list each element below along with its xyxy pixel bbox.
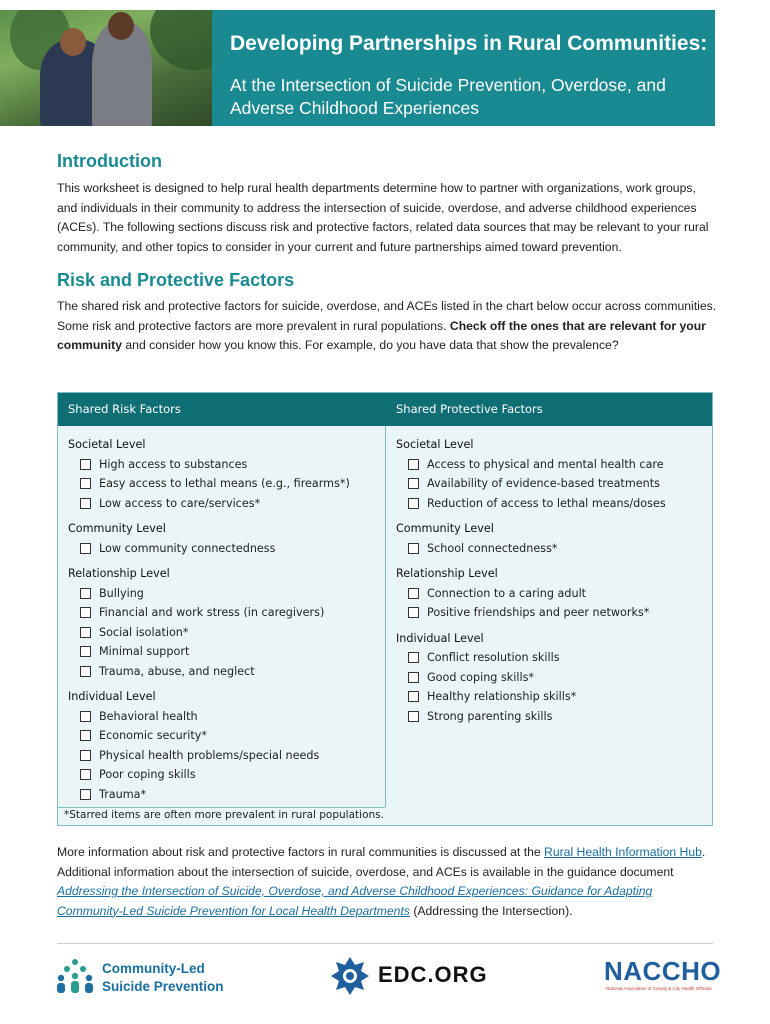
factors-table	[57, 392, 713, 826]
checkbox[interactable]	[408, 672, 419, 683]
edc-logo-text: EDC.ORG	[378, 962, 488, 987]
checkbox[interactable]	[80, 769, 91, 780]
edc-logo-icon	[330, 956, 370, 996]
protective-community-label: Community Level	[396, 522, 494, 535]
risk-text: The shared risk and protective factors for suicide, overdose, and ACEs listed in the chart below occur across communities. Some risk and protective factors are more prevalent in rural populations. Check off the ones that are relevant for your community and consider how you know this. For example, do you have data that show the prevalence?	[57, 299, 717, 352]
checklist-item[interactable]: Healthy relationship skills*	[396, 687, 666, 707]
table-header	[58, 393, 712, 426]
checkbox[interactable]	[408, 711, 419, 722]
checkbox[interactable]	[80, 543, 91, 554]
checklist-item[interactable]: Low access to care/services*	[68, 494, 350, 514]
header-photo	[0, 10, 212, 126]
checkbox[interactable]	[408, 459, 419, 470]
checkbox[interactable]	[408, 652, 419, 663]
protective-individual-label: Individual Level	[396, 631, 484, 645]
protective-relationship-label: Relationship Level	[396, 567, 498, 580]
checkbox[interactable]	[80, 750, 91, 761]
checklist-item[interactable]: Good coping skills*	[396, 668, 666, 688]
checklist-item[interactable]: School connectedness*	[396, 539, 666, 559]
checkbox[interactable]	[408, 543, 419, 554]
checklist-item[interactable]: Connection to a caring adult	[396, 584, 666, 604]
checklist-item[interactable]: Economic security*	[68, 726, 350, 746]
footer-divider	[57, 943, 713, 944]
checkbox[interactable]	[80, 789, 91, 800]
checklist-item[interactable]: Easy access to lethal means (e.g., firearms*)	[68, 474, 350, 494]
checklist-item[interactable]: Poor coping skills	[68, 765, 350, 785]
checkbox[interactable]	[80, 607, 91, 618]
checkbox[interactable]	[408, 607, 419, 618]
risk-individual-label: Individual Level	[68, 690, 156, 703]
naccho-logo: NACCHO	[604, 956, 722, 986]
checklist-item[interactable]: Bullying	[68, 584, 350, 604]
intro-text: This worksheet is designed to help rural health departments determine how to partner with organizations, work groups, and individuals in their community to address the intersection of suicide, overdose, and adverse childhood experiences (ACEs). The following sections discuss risk and protective factors, related data sources that may be relevant to your rural community, and other topics to consider in your current and future partnerships aimed toward prevention.	[57, 181, 709, 254]
checklist-item[interactable]: Trauma*	[68, 785, 350, 805]
checklist-item[interactable]: Reduction of access to lethal means/doses	[396, 494, 666, 514]
checkbox[interactable]	[408, 498, 419, 509]
risk-community-label: Community Level	[68, 522, 166, 535]
protective-column-header: Shared Protective Factors	[396, 402, 543, 416]
table-footnote: *Starred items are often more prevalent in rural populations.	[64, 809, 384, 821]
checklist-item[interactable]: Availability of evidence-based treatments	[396, 474, 666, 494]
checklist-item[interactable]: Strong parenting skills	[396, 707, 666, 727]
checklist-item[interactable]: Minimal support	[68, 642, 350, 662]
page-subtitle: At the Intersection of Suicide Prevention, Overdose, and Adverse Childhood Experiences	[230, 75, 666, 118]
risk-heading: Risk and Protective Factors	[57, 270, 295, 290]
checklist-item[interactable]: Positive friendships and peer networks*	[396, 603, 666, 623]
checkbox[interactable]	[408, 588, 419, 599]
community-led-logo-text: Community-Led Suicide Prevention	[102, 961, 224, 994]
checklist-item[interactable]: High access to substances	[68, 455, 350, 475]
naccho-tagline: National Association of County & City Health Officials	[606, 986, 712, 991]
risk-column	[68, 435, 350, 804]
checkbox[interactable]	[408, 691, 419, 702]
checklist-item[interactable]: Physical health problems/special needs	[68, 746, 350, 766]
more-info-text: More information about risk and protective factors in rural communities is discussed at the Rural Health Information Hub. Additional information about the intersection of suicide, overdose, and ACEs is available in the guidance document Addressing the Intersection of Suicide, Overdose, and Adverse Childhood Experiences: Guidance for Adapting Community-Led Suicide Prevention for Local Health Departments (Addressing the Intersection).	[57, 845, 706, 918]
risk-societal-label: Societal Level	[68, 438, 146, 451]
checkbox[interactable]	[408, 478, 419, 489]
checkbox[interactable]	[80, 646, 91, 657]
intro-heading: Introduction	[57, 151, 162, 171]
risk-relationship-label: Relationship Level	[68, 567, 170, 580]
checklist-item[interactable]: Trauma, abuse, and neglect	[68, 662, 350, 682]
community-led-logo-icon	[55, 958, 95, 994]
checklist-item[interactable]: Social isolation*	[68, 623, 350, 643]
checkbox[interactable]	[80, 711, 91, 722]
checklist-item[interactable]: Behavioral health	[68, 707, 350, 727]
guidance-document-link[interactable]: Addressing the Intersection of Suicide, Overdose, and Adverse Childhood Experiences: Guidance for Adapting Community-Led Suicide Prevention for Local Health Departments	[57, 884, 653, 918]
rural-health-hub-link[interactable]: Rural Health Information Hub	[544, 845, 702, 859]
protective-societal-label: Societal Level	[396, 438, 474, 451]
checkbox[interactable]	[80, 498, 91, 509]
protective-column	[396, 435, 666, 726]
checkbox[interactable]	[80, 459, 91, 470]
page-title: Developing Partnerships in Rural Communities:	[230, 32, 708, 55]
checkbox[interactable]	[80, 588, 91, 599]
checkbox[interactable]	[80, 666, 91, 677]
checklist-item[interactable]: Conflict resolution skills	[396, 648, 666, 668]
risk-column-header: Shared Risk Factors	[68, 402, 181, 416]
checklist-item[interactable]: Low community connectedness	[68, 539, 350, 559]
checkbox[interactable]	[80, 627, 91, 638]
checkbox[interactable]	[80, 478, 91, 489]
checklist-item[interactable]: Financial and work stress (in caregivers)	[68, 603, 350, 623]
checkbox[interactable]	[80, 730, 91, 741]
header-banner	[0, 10, 715, 126]
risk-text-bold: Check off the ones that are relevant for your community	[57, 318, 706, 352]
checklist-item[interactable]: Access to physical and mental health care	[396, 455, 666, 475]
